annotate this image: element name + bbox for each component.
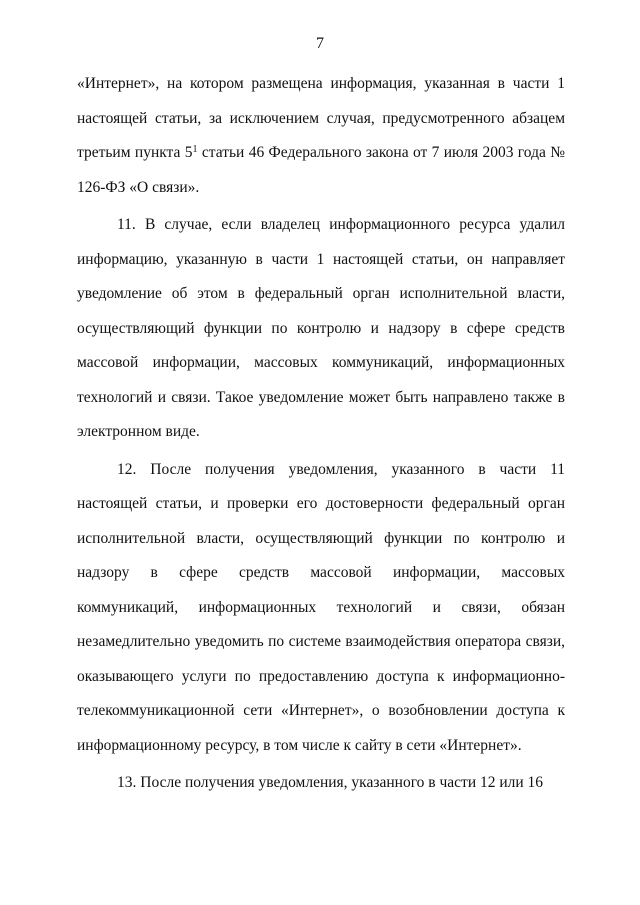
paragraph-text: «Интернет», на котором размещена информация, указанная в части 1 настоящей статьи, за исключением случая, предусмотренного абзацем третьим пункта 5 bbox=[77, 75, 565, 161]
document-body bbox=[77, 67, 565, 801]
paragraph-item-13: 13. После получения уведомления, указанного в части 12 или 16 bbox=[117, 774, 544, 791]
paragraph-text: статьи 46 Федерального закона от 7 июля 2003 года № 126-ФЗ «О связи». bbox=[77, 144, 565, 196]
paragraph-item-11: 11. В случае, если владелец информационного ресурса удалил информацию, указанную в части 1 настоящей статьи, он направляет уведомление об этом в федеральный орган исполнительной власти, осуществляющий функции по контролю и надзору в сфере средств массовой информации, массовых коммуникаций, информационных технологий и связи. Такое уведомление может быть направлено также в электронном виде. bbox=[77, 216, 565, 440]
paragraph-item-12: 12. После получения уведомления, указанного в части 11 настоящей статьи, и проверки его достоверности федеральный орган исполнительной власти, осуществляющий функции по контролю и надзору в сфере средств массовой информации, массовых коммуникаций, информационных технологий и связи, обязан незамедлительно уведомить по системе взаимодействия оператора связи, оказывающего услуги по предоставлению доступа к информационно-телекоммуникационной сети «Интернет», о возобновлении доступа к информационному ресурсу, в том числе к сайту в сети «Интернет». bbox=[77, 460, 565, 754]
paragraph-continuation bbox=[77, 67, 565, 205]
page-number: 7 bbox=[316, 35, 324, 52]
superscript: 1 bbox=[192, 144, 198, 155]
